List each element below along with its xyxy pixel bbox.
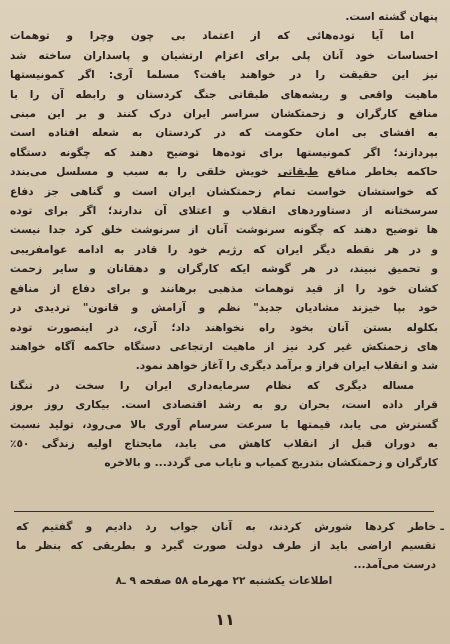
source-citation: اطلاعات یکشنبه ۲۲ مهرماه ۵۸ صفحه ۹ ـ۸ — [115, 575, 333, 587]
footnote — [16, 518, 444, 575]
body-line: کشان خود را از قید توهمات مذهبی برهانند و برای دفاع از منافع — [10, 282, 438, 295]
body-line: های زحمتکش غیر کرد نیز از ماهیت ارتجاعی دستگاه حاکمه آگاه خواهند — [10, 340, 438, 353]
body-line: خود بپا خیزند مشادیان جدید" نظم و آرامش و قانون" تردیدی در — [10, 302, 438, 315]
footnote-line: درست می‌آمد... — [353, 559, 436, 571]
body-line-segment: حاکمه بخاطر منافع — [318, 166, 438, 179]
footnote-divider — [14, 511, 434, 512]
body-line: ماهیت واقعی و ریشه‌های طبقاتی جنگ کردستان و رابطه آن را با — [10, 88, 438, 101]
body-line: منافع کارگران و زحمتکشان سراسر ایران درک کنند و بر این مبنی — [10, 108, 438, 121]
body-line: گسترش می یابد، قیمتها با سرعت سرسام آوری بالا می‌رود، تولید نسبت — [10, 418, 438, 431]
body-line: و تحمیق نبیند، در هر گوشه ایکه کارگران و دهقانان و سایر زحمت — [10, 263, 438, 276]
body-line: بکلوله بستن آنان بخود راه نخواهند داد؛ آری، در اینصورت توده — [10, 321, 438, 334]
body-line-segment: خویش خلقی را به سبب و مسلسل می‌بندد — [10, 166, 278, 179]
body-line: بپردازند؛ اگر کمونیستها برای توده‌ها توضیح دهند که چگونه دستگاه — [10, 146, 438, 159]
body-line: مساله دیگری که نظام سرمایه‌داری ایران را سخت در تنگنا — [10, 379, 414, 392]
footnote-mark: ـ — [440, 521, 444, 533]
body-line: به دوران قبل از انقلاب کاهش می یابد، مایحتاج اولیه زندگی ٥٠٪ — [10, 437, 438, 450]
body-line: پنهان گشته است. — [345, 11, 438, 23]
footnote-line: تقسیم اراضی باید از طرف دولت صورت گیرد و بطریقی که بنظر ما — [16, 540, 436, 552]
body-line: اما آیا توده‌هائی که از اعتماد بی چون وچرا و توهمات — [10, 30, 414, 43]
body-line: که خواستشان خواست تمام زحمتکشان ایران است و گناهی جز دفاع — [10, 185, 438, 198]
body-line: به افشای بی امان حکومت که در کردستان به شعله افتاده است — [10, 127, 438, 140]
body-line: احساسات خود آنان پلی برای اعزام ارتشیان و پاسداران ساخته شد — [10, 49, 438, 62]
body-line: سرسختانه از دستاوردهای انقلاب و اعتلای آن ندارند؛ اگر برای توده — [10, 205, 438, 218]
page-number: ۱۱ — [215, 610, 235, 629]
body-line: کارگران و زحمتکشان بتدریج کمیاب و نایاب می گردد... و بالاخره — [104, 457, 438, 470]
body-line: ها توضیح دهند که چگونه سرنوشت آنان از سرنوشت خلق کرد جدا نیست — [10, 224, 438, 237]
body-text — [10, 8, 438, 474]
body-line: و در هر نقطه دیگر ایران که رژیم خود را قادر به ادامه عوامفریبی — [10, 243, 438, 256]
body-line: قرار داده است، بحران رو به رشد اقتصادی است. بیکاری روز بروز — [10, 399, 438, 412]
body-line: شد و انقلاب ایران فراز و برآمد دیگری را آغاز خواهد نمود. — [135, 360, 438, 373]
footnote-line: خاطر کردها شورش کردند، به آنان جواب رد دادیم و گفتیم که — [16, 521, 436, 533]
body-line — [10, 163, 438, 182]
underlined-word: طبقاتی — [277, 166, 319, 179]
body-line: نیز این حقیقت را در خواهند یافت؟ مسلما آری: اگر کمونیستها — [10, 69, 438, 82]
